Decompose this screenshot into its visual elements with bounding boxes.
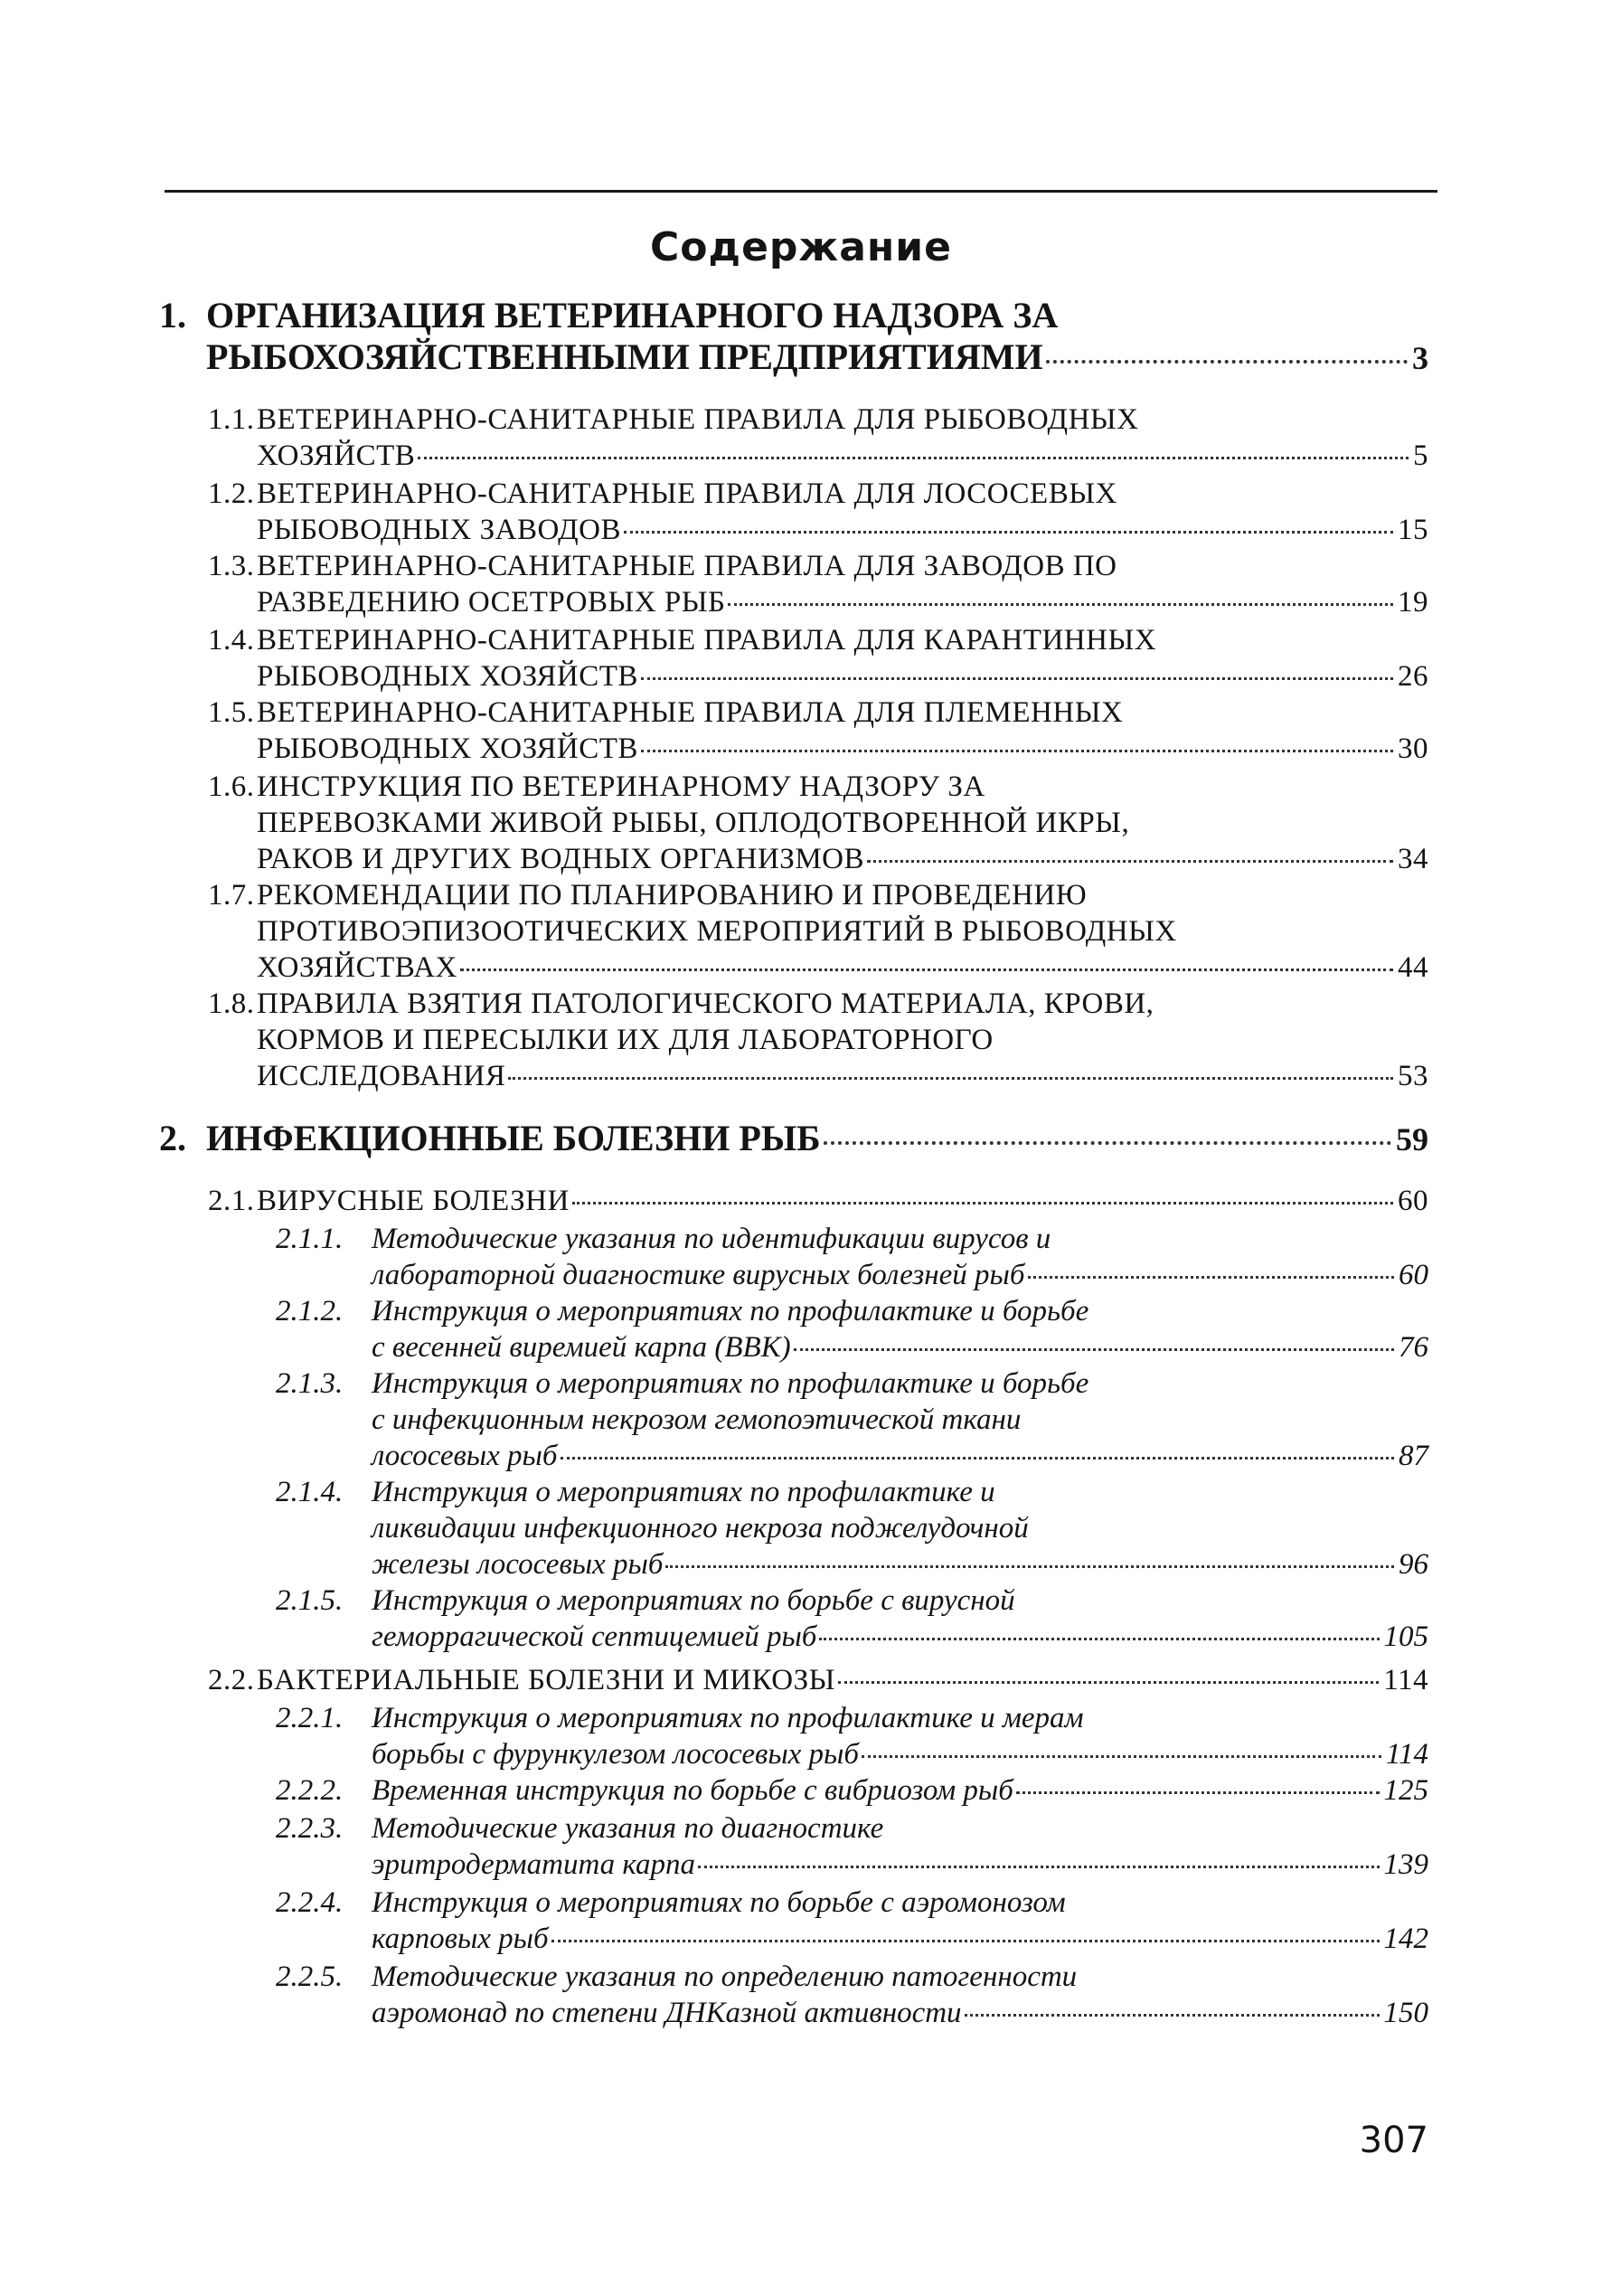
entry-number: 2.1.: [208, 1185, 255, 1217]
entry-page: 60: [1398, 1185, 1428, 1217]
leader-dots: [460, 968, 1393, 971]
entry-page: 114: [1383, 1664, 1428, 1696]
entry-page: 26: [1398, 660, 1428, 693]
entry-number: 1.8.: [208, 987, 255, 1020]
entry-title-line: ВИРУСНЫЕ БОЛЕЗНИ: [257, 1185, 570, 1217]
entry-title-line: ХОЗЯЙСТВАХ: [257, 951, 457, 984]
entry-title-line: геморрагической септицемией рыб: [372, 1620, 817, 1653]
leader-dots: [824, 1141, 1391, 1145]
entry-page: 105: [1383, 1620, 1428, 1653]
entry-title-line: борьбы с фурункулезом лососевых рыб: [372, 1738, 860, 1771]
leader-dots: [508, 1077, 1393, 1080]
entry-number: 2.: [159, 1118, 186, 1158]
toc-entry[interactable]: [159, 295, 1428, 379]
entry-title-line: Инструкция о мероприятиях по борьбе с вирусной: [372, 1584, 1015, 1617]
toc-entry[interactable]: [276, 1293, 1428, 1365]
entry-title-line: ОРГАНИЗАЦИЯ ВЕТЕРИНАРНОГО НАДЗОРА ЗА: [206, 295, 1059, 335]
toc-entry[interactable]: [276, 1700, 1428, 1772]
leader-dots: [561, 1457, 1395, 1460]
entry-title-line: ИНФЕКЦИОННЫЕ БОЛЕЗНИ РЫБ: [206, 1118, 821, 1158]
leader-dots: [1028, 1276, 1395, 1279]
toc-entry[interactable]: [208, 694, 1428, 767]
entry-title-line: ПРАВИЛА ВЗЯТИЯ ПАТОЛОГИЧЕСКОГО МАТЕРИАЛА, КРОВИ,: [257, 987, 1154, 1020]
entry-number: 2.2.1.: [276, 1702, 344, 1734]
entry-title-line: с весенней виремией карпа (ВВК): [372, 1331, 791, 1364]
entry-title-line: Методические указания по идентификации вирусов и: [372, 1223, 1051, 1255]
toc-entry[interactable]: [208, 402, 1428, 474]
entry-page: 114: [1385, 1738, 1428, 1771]
entry-page: 15: [1398, 514, 1428, 546]
entry-number: 2.2.2.: [276, 1774, 344, 1807]
entry-title-line: лабораторной диагностике вирусных болезней рыб: [372, 1259, 1025, 1291]
leader-dots: [641, 677, 1393, 680]
entry-title-line: с инфекционным некрозом гемопоэтической ткани: [372, 1403, 1022, 1436]
toc-entry[interactable]: [208, 622, 1428, 694]
leader-dots: [862, 1755, 1381, 1758]
entry-number: 1.1.: [208, 403, 255, 436]
toc-entry[interactable]: [159, 1118, 1428, 1160]
leader-dots: [819, 1638, 1379, 1640]
entry-number: 1.4.: [208, 624, 255, 657]
page-title: Содержание: [650, 224, 952, 270]
entry-number: 2.2.4.: [276, 1886, 344, 1919]
leader-dots: [965, 2014, 1380, 2017]
entry-title-line: Инструкция о мероприятиях по профилактике и борьбе: [372, 1295, 1089, 1328]
entry-title-line: ПРОТИВОЭПИЗООТИЧЕСКИХ МЕРОПРИЯТИЙ В РЫБОВОДНЫХ: [257, 915, 1177, 948]
entry-page: 3: [1412, 340, 1428, 376]
entry-title-line: РАЗВЕДЕНИЮ ОСЕТРОВЫХ РЫБ: [257, 586, 726, 619]
entry-number: 2.1.2.: [276, 1295, 344, 1328]
entry-number: 2.2.5.: [276, 1961, 344, 1993]
toc-entry[interactable]: [208, 769, 1428, 877]
toc-entry[interactable]: [276, 1583, 1428, 1655]
leader-dots: [572, 1202, 1393, 1205]
entry-title-line: ВЕТЕРИНАРНО-САНИТАРНЫЕ ПРАВИЛА ДЛЯ ЗАВОДОВ ПО: [257, 550, 1117, 582]
entry-title-line: Методические указания по определению патогенности: [372, 1961, 1078, 1993]
toc-entry[interactable]: [208, 1183, 1428, 1219]
entry-number: 1.6.: [208, 770, 255, 803]
leader-dots: [1046, 360, 1408, 364]
entry-number: 2.2.3.: [276, 1812, 344, 1845]
entry-title-line: ХОЗЯЙСТВ: [257, 439, 416, 472]
entry-title-line: ИССЛЕДОВАНИЯ: [257, 1060, 506, 1092]
leader-dots: [867, 860, 1393, 863]
toc-entry[interactable]: [276, 1810, 1428, 1883]
entry-number: 1.5.: [208, 696, 255, 729]
entry-title-line: РЕКОМЕНДАЦИИ ПО ПЛАНИРОВАНИЮ И ПРОВЕДЕНИЮ: [257, 879, 1088, 912]
entry-page: 53: [1398, 1060, 1428, 1092]
entry-page: 96: [1399, 1548, 1428, 1581]
entry-number: 1.: [159, 295, 186, 335]
leader-dots: [698, 1866, 1379, 1868]
entry-page: 59: [1396, 1121, 1428, 1157]
entry-page: 76: [1399, 1331, 1428, 1364]
entry-page: 125: [1383, 1774, 1428, 1807]
toc-entry[interactable]: [208, 476, 1428, 548]
leader-dots: [624, 531, 1393, 534]
entry-title-line: Временная инструкция по борьбе с вибриозом рыб: [372, 1774, 1013, 1807]
entry-title-line: РЫБОВОДНЫХ ХОЗЯЙСТВ: [257, 660, 638, 693]
entry-page: 30: [1398, 732, 1428, 765]
entry-title-line: ИНСТРУКЦИЯ ПО ВЕТЕРИНАРНОМУ НАДЗОРУ ЗА: [257, 770, 985, 803]
leader-dots: [665, 1565, 1394, 1568]
entry-title-line: Инструкция о мероприятиях по профилактике и борьбе: [372, 1367, 1089, 1400]
entry-title-line: лососевых рыб: [372, 1440, 558, 1472]
entry-page: 87: [1399, 1440, 1428, 1472]
entry-page: 44: [1398, 951, 1428, 984]
entry-number: 1.3.: [208, 550, 255, 582]
entry-title-line: РАКОВ И ДРУГИХ ВОДНЫХ ОРГАНИЗМОВ: [257, 843, 865, 875]
entry-number: 2.1.5.: [276, 1584, 344, 1617]
entry-title-line: эритродерматита карпа: [372, 1848, 696, 1881]
leader-dots: [794, 1348, 1394, 1351]
entry-title-line: ВЕТЕРИНАРНО-САНИТАРНЫЕ ПРАВИЛА ДЛЯ ПЛЕМЕННЫХ: [257, 696, 1124, 729]
entry-page: 34: [1398, 843, 1428, 875]
toc-entry[interactable]: [276, 1959, 1428, 2031]
leader-dots: [838, 1681, 1379, 1684]
leader-dots: [418, 457, 1409, 459]
toc-entry[interactable]: [276, 1885, 1428, 1957]
toc-entry[interactable]: [208, 986, 1428, 1094]
entry-title-line: железы лососевых рыб: [372, 1548, 664, 1581]
entry-title-line: РЫБОХОЗЯЙСТВЕННЫМИ ПРЕДПРИЯТИЯМИ: [206, 336, 1043, 377]
entry-page: 19: [1398, 586, 1428, 619]
entry-page: 150: [1383, 1997, 1428, 2029]
toc-entry[interactable]: [208, 548, 1428, 620]
entry-title-line: ВЕТЕРИНАРНО-САНИТАРНЫЕ ПРАВИЛА ДЛЯ ЛОСОСЕВЫХ: [257, 477, 1117, 510]
entry-title-line: Инструкция о мероприятиях по борьбе с аэромонозом: [372, 1886, 1066, 1919]
toc-entry[interactable]: [208, 1662, 1428, 1698]
toc-entry[interactable]: [276, 1772, 1428, 1809]
toc-entry[interactable]: [276, 1474, 1428, 1583]
entry-number: 2.2.: [208, 1664, 255, 1696]
entry-number: 2.1.4.: [276, 1476, 344, 1508]
leader-dots: [728, 603, 1393, 606]
toc-entry[interactable]: [276, 1221, 1428, 1293]
entry-title-line: ВЕТЕРИНАРНО-САНИТАРНЫЕ ПРАВИЛА ДЛЯ КАРАНТИННЫХ: [257, 624, 1157, 657]
entry-title-line: Методические указания по диагностике: [372, 1812, 884, 1845]
entry-title-line: карповых рыб: [372, 1923, 549, 1955]
entry-title-line: РЫБОВОДНЫХ ЗАВОДОВ: [257, 514, 622, 546]
leader-dots: [1016, 1791, 1380, 1794]
entry-number: 1.7.: [208, 879, 255, 912]
entry-title-line: КОРМОВ И ПЕРЕСЫЛКИ ИХ ДЛЯ ЛАБОРАТОРНОГО: [257, 1024, 994, 1056]
entry-title-line: аэромонад по степени ДНКазной активности: [372, 1997, 962, 2029]
toc-entry[interactable]: [276, 1365, 1428, 1474]
entry-page: 5: [1413, 439, 1428, 472]
entry-title-line: ликвидации инфекционного некроза поджелудочной: [372, 1512, 1029, 1545]
entry-title-line: ВЕТЕРИНАРНО-САНИТАРНЫЕ ПРАВИЛА ДЛЯ РЫБОВОДНЫХ: [257, 403, 1139, 436]
entry-page: 60: [1399, 1259, 1428, 1291]
page-number: 307: [1359, 2120, 1428, 2161]
entry-page: 142: [1383, 1923, 1428, 1955]
entry-title-line: ПЕРЕВОЗКАМИ ЖИВОЙ РЫБЫ, ОПЛОДОТВОРЕННОЙ ИКРЫ,: [257, 807, 1130, 839]
leader-dots: [641, 750, 1393, 752]
entry-number: 2.1.3.: [276, 1367, 344, 1400]
entry-title-line: Инструкция о мероприятиях по профилактике и: [372, 1476, 995, 1508]
toc-entry[interactable]: [208, 877, 1428, 986]
entry-number: 1.2.: [208, 477, 255, 510]
leader-dots: [551, 1940, 1380, 1942]
entry-title-line: РЫБОВОДНЫХ ХОЗЯЙСТВ: [257, 732, 638, 765]
entry-page: 139: [1383, 1848, 1428, 1881]
entry-number: 2.1.1.: [276, 1223, 344, 1255]
entry-title-line: Инструкция о мероприятиях по профилактике и мерам: [372, 1702, 1084, 1734]
entry-title-line: БАКТЕРИАЛЬНЫЕ БОЛЕЗНИ И МИКОЗЫ: [257, 1664, 835, 1696]
